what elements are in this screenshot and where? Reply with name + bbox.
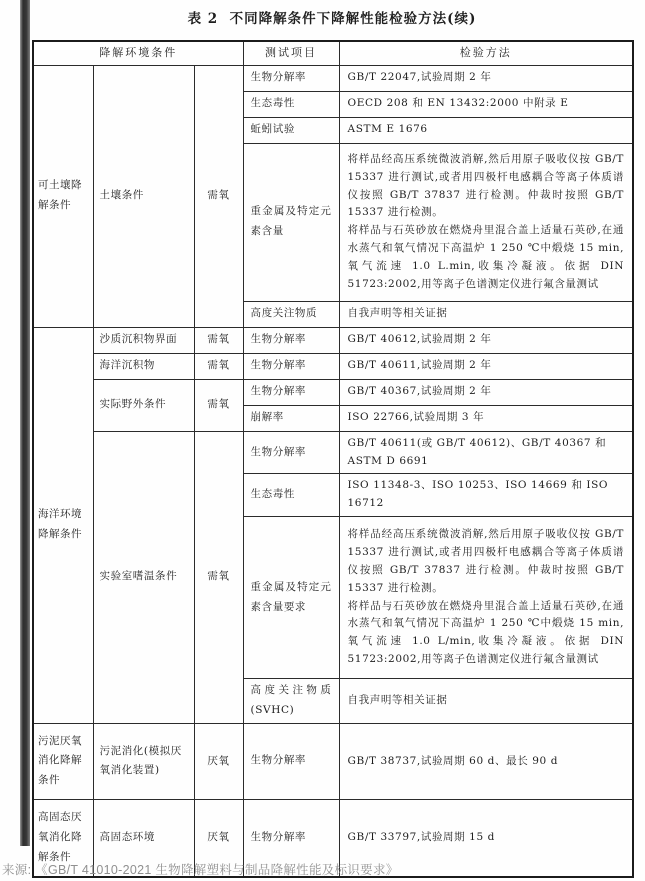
test-item-cell: 高度关注物质(SVHC) [243,679,339,724]
header-cell-env: 降解环境条件 [33,41,243,65]
method-paragraph: 将样品与石英砂放在燃烧舟里混合盖上适量石英砂,在通水蒸气和氧气情况下高温炉 1 250 ℃中煅烧 15 min,氧气流速 1.0 L.min,收集冷凝液。依据 DIN 51723:2002,用等离子色谱测定仪进行氟含量测试 [347,224,625,290]
condition-cell: 污泥消化(模拟厌氧消化装置) [93,723,194,799]
oxygen-cell: 需氧 [194,65,243,327]
method-cell: 自我声明等相关证据 [339,679,633,724]
condition-cell: 沙质沉积物界面 [93,327,194,353]
oxygen-cell: 需氧 [194,353,243,379]
test-item-cell: 生物分解率 [243,799,339,877]
condition-cell: 实际野外条件 [93,379,194,431]
method-cell: 自我声明等相关证据 [339,301,633,327]
method-cell: GB/T 40611(或 GB/T 40612)、GB/T 40367 和 ASTM D 6691 [339,431,633,474]
test-item-cell: 生物分解率 [243,431,339,474]
oxygen-cell: 需氧 [194,327,243,353]
method-cell: GB/T 33797,试验周期 15 d [339,799,633,877]
degradation-test-methods-table [32,40,634,878]
test-item-cell: 生物分解率 [243,379,339,405]
test-item-cell: 生态毒性 [243,474,339,517]
method-cell: GB/T 40611,试验周期 2 年 [339,353,633,379]
method-paragraph: 将样品经高压系统微波消解,然后用原子吸收仪按 GB/T 15337 进行测试,或者用四极杆电感耦合等离子体质谱仪按照 GB/T 37837 进行检测。仲裁时按照 GB/T 15337 进行检测。 [347,528,625,594]
page-edge-shadow [20,0,30,846]
test-item-cell: 生态毒性 [243,91,339,117]
method-cell: GB/T 38737,试验周期 60 d、最长 90 d [339,723,633,799]
oxygen-cell: 需氧 [194,431,243,723]
test-item-cell: 生物分解率 [243,723,339,799]
env-category-cell: 高固态厌氧消化降解条件 [33,799,93,877]
test-item-cell: 崩解率 [243,405,339,431]
method-cell: GB/T 22047,试验周期 2 年 [339,65,633,91]
env-category-cell: 污泥厌氧消化降解条件 [33,723,93,799]
test-item-cell: 蚯蚓试验 [243,117,339,143]
header-cell-test-item: 测试项目 [243,41,339,65]
method-cell: ASTM E 1676 [339,117,633,143]
oxygen-cell: 需氧 [194,379,243,431]
document-title: 表 2 不同降解条件下降解性能检验方法(续) [187,11,477,27]
test-item-cell: 生物分解率 [243,353,339,379]
condition-cell: 土壤条件 [93,65,194,327]
env-category-cell: 可土壤降解条件 [33,65,93,327]
condition-cell: 实验室嗜温条件 [93,431,194,723]
test-item-cell: 重金属及特定元素含量 [243,143,339,301]
test-item-cell: 重金属及特定元素含量要求 [243,517,339,679]
oxygen-cell: 厌氧 [194,723,243,799]
condition-cell: 海洋沉积物 [93,353,194,379]
test-item-cell: 高度关注物质 [243,301,339,327]
method-cell: GB/T 40612,试验周期 2 年 [339,327,633,353]
method-cell [339,517,633,679]
header-cell-method: 检验方法 [339,41,633,65]
oxygen-cell: 厌氧 [194,799,243,877]
condition-cell: 高固态环境 [93,799,194,877]
method-paragraph: 将样品经高压系统微波消解,然后用原子吸收仪按 GB/T 15337 进行测试,或者用四极杆电感耦合等离子体质谱仪按照 GB/T 37837 进行检测。仲裁时按照 GB/T 15337 进行检测。 [347,152,625,219]
method-cell: ISO 22766,试验周期 3 年 [339,405,633,431]
method-cell: GB/T 40367,试验周期 2 年 [339,379,633,405]
method-cell [339,143,633,301]
method-cell: OECD 208 和 EN 13432:2000 中附录 E [339,91,633,117]
method-cell: ISO 11348-3、ISO 10253、ISO 14669 和 ISO 16712 [339,474,633,517]
test-item-cell: 生物分解率 [243,65,339,91]
env-category-cell: 海洋环境降解条件 [33,327,93,723]
test-item-cell: 生物分解率 [243,327,339,353]
source-note: 来源: 《GB/T 41010-2021 生物降解塑料与制品降解性能及标识要求》 [2,863,399,877]
method-paragraph: 将样品与石英砂放在燃烧舟里混合盖上适量石英砂,在通水蒸气和氧气情况下高温炉 1 250 ℃中煅烧 15 min,氧气流速 1.0 L/min,收集冷凝液。依据 DIN 51723:2002,用等离子色谱测定仪进行氟含量测试 [347,599,625,666]
